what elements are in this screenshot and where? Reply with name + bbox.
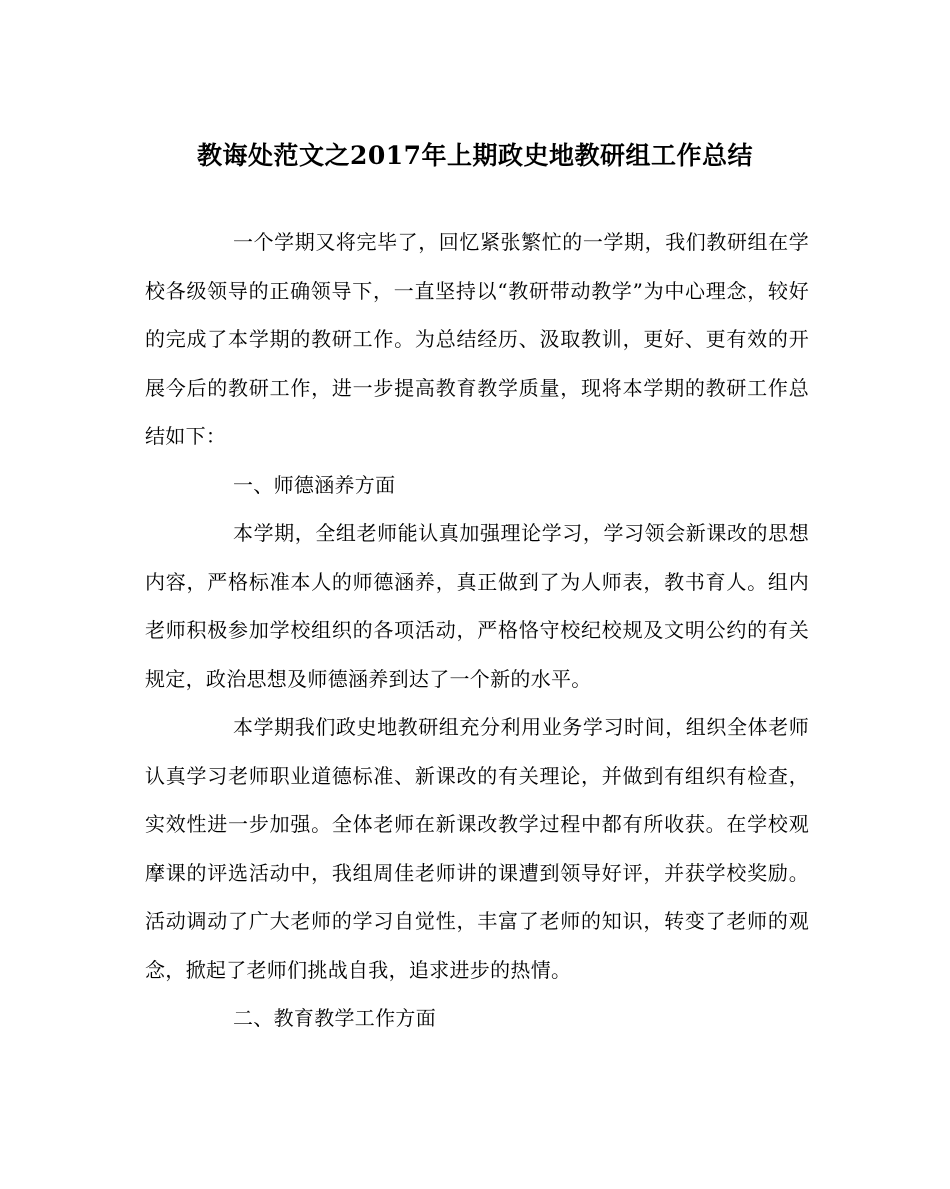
section-heading-ethics: 一、师德涵养方面: [233, 472, 396, 497]
section-heading-teaching: 二、教育教学工作方面: [233, 1006, 436, 1030]
document-title: 教诲处范文之2017年上期政史地教研组工作总结: [196, 141, 754, 170]
document-body: [145, 218, 809, 1043]
intro-paragraph: 一个学期又将完毕了，回忆紧张繁忙的一学期，我们教研组在学校各级领导的正确领导下，一直坚持以“教研带动教学”为中心理念，较好的完成了本学期的教研工作。为总结经历、汲取教训，更好、更有效的开展今后的教研工作，进一步提高教育教学质量，现将本学期的教研工作总结如下：: [145, 230, 809, 448]
ethics-paragraph: 本学期，全组老师能认真加强理论学习，学习领会新课改的思想内容，严格标准本人的师德涵养，真正做到了为人师表，教书育人。组内老师积极参加学校组织的各项活动，严格恪守校纪校规及文明公约的有关规定，政治思想及师德涵养到达了一个新的水平。: [145, 521, 809, 691]
study-paragraph: 本学期我们政史地教研组充分利用业务学习时间，组织全体老师认真学习老师职业道德标准、新课改的有关理论，并做到有组织有检查，实效性进一步加强。全体老师在新课改教学过程中都有所收获。在学校观摩课的评选活动中，我组周佳老师讲的课遭到领导好评，并获学校奖励。活动调动了广大老师的学习自觉性，丰富了老师的知识，转变了老师的观念，掀起了老师们挑战自我，追求进步的热情。: [145, 715, 809, 982]
